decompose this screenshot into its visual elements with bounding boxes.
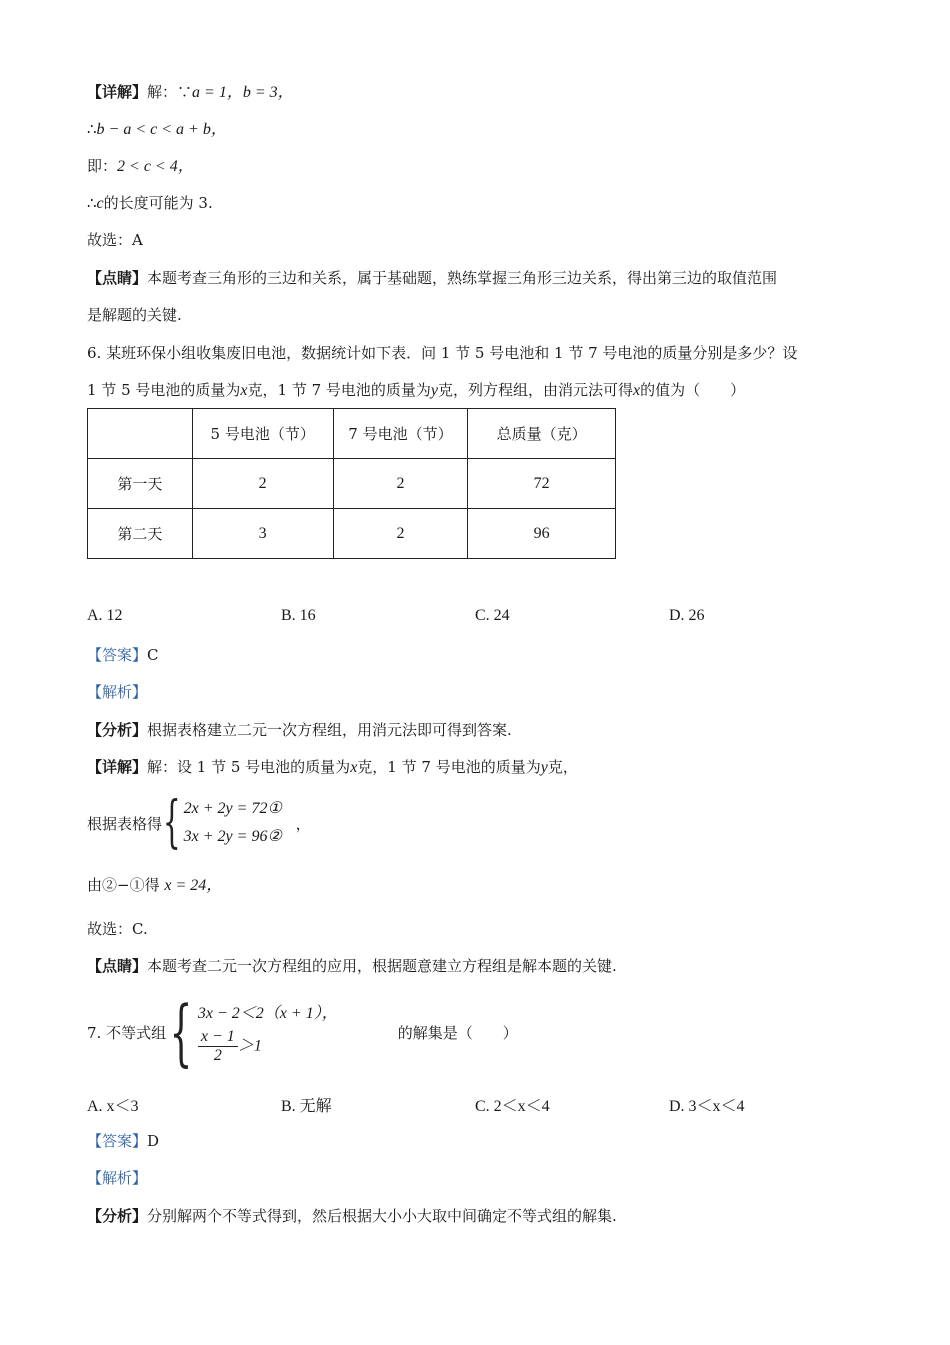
equation-system xyxy=(87,790,311,855)
detail-line: 【详解】解：设 1 节 5 号电池的质量为x克，1 节 7 号电池的质量为y克， xyxy=(87,758,578,776)
answer-tag: 【答案】 xyxy=(87,1132,148,1150)
table-cell: 2 xyxy=(333,509,468,559)
analysis-tag: 【解析】 xyxy=(87,683,148,701)
detail-line-2: ∴b − a < c < a + b， xyxy=(87,120,227,138)
point-line-1: 【点睛】本题考查三角形的三边和关系，属于基础题，熟练掌握三角形三边关系，得出第三边的取值范围 xyxy=(87,269,778,287)
table-cell: 第一天 xyxy=(88,459,193,509)
table-header-row xyxy=(88,409,616,459)
option-b: B. 16 xyxy=(281,607,316,624)
derive-line: 由②−①得 x = 24， xyxy=(87,876,223,894)
option-d: D. 3＜x＜4 xyxy=(669,1098,745,1115)
option-a: A. x＜3 xyxy=(87,1098,139,1115)
brace-icon: { xyxy=(169,990,193,1074)
option-c: C. 2＜x＜4 xyxy=(475,1098,550,1115)
answer-line: 【答案】C xyxy=(87,646,159,664)
detail-line-4: ∴c的长度可能为 3. xyxy=(87,194,213,212)
table-header-cell xyxy=(88,409,193,459)
question-7-suffix: 的解集是（ ） xyxy=(397,1023,518,1042)
choice-line: 故选：A xyxy=(87,231,143,249)
fenxi-tag: 【分析】 xyxy=(87,721,148,739)
table-row xyxy=(88,509,616,559)
question-6-options xyxy=(87,607,867,625)
detail-line-3: 即：2 < c < 4， xyxy=(87,157,194,175)
table-header-cell: 总质量（克） xyxy=(468,409,616,459)
battery-table xyxy=(87,408,616,559)
brace-icon: { xyxy=(162,790,181,855)
table-cell: 72 xyxy=(468,459,616,509)
question-7-prefix: 7. 不等式组 xyxy=(87,1023,167,1042)
answer-line: 【答案】D xyxy=(87,1132,160,1150)
table-cell: 2 xyxy=(333,459,468,509)
question-6-line-1: 6. 某班环保小组收集废旧电池，数据统计如下表．问 1 节 5 号电池和 1 节 7 号电池的质量分别是多少？设 xyxy=(87,344,798,362)
fraction: $\frac{x - 1}{2}$ xyxy=(198,1028,238,1065)
table-cell: 第二天 xyxy=(88,509,193,559)
choose-line: 故选：C. xyxy=(87,920,148,938)
equation-list xyxy=(184,795,282,851)
table-row xyxy=(88,459,616,509)
detail-tag: 【详解】 xyxy=(87,758,148,776)
equation-suffix: ， xyxy=(295,814,311,833)
analysis-line xyxy=(87,1167,147,1189)
table-cell: 96 xyxy=(468,509,616,559)
option-d: D. 26 xyxy=(669,607,705,624)
equation-1: 2x + 2y = 72① xyxy=(183,800,282,817)
question-6-line-2: 1 节 5 号电池的质量为x克，1 节 7 号电池的质量为y克，列方程组，由消元法可得x的值为（ ） xyxy=(87,381,746,399)
option-c: C. 24 xyxy=(475,607,510,624)
analysis-line xyxy=(87,681,147,703)
table-header-cell: 5 号电池（节） xyxy=(192,409,333,459)
answer-tag: 【答案】 xyxy=(87,646,148,664)
point-tag: 【点睛】 xyxy=(87,269,148,287)
question-7 xyxy=(87,990,518,1074)
point-line: 【点睛】本题考查二元一次方程组的应用，根据题意建立方程组是解本题的关键. xyxy=(87,957,617,975)
inequality-list xyxy=(198,1000,338,1065)
table-cell: 3 xyxy=(192,509,333,559)
fenxi-line: 【分析】分别解两个不等式得到，然后根据大小小大取中间确定不等式组的解集. xyxy=(87,1207,617,1225)
detail-line-1: 【详解】解：∵a = 1，b = 3， xyxy=(87,83,294,101)
fenxi-line: 【分析】根据表格建立二元一次方程组，用消元法即可得到答案. xyxy=(87,721,512,739)
equation-2: 3x + 2y = 96② xyxy=(183,828,282,845)
equation-prefix: 根据表格得 xyxy=(87,814,163,833)
point-tag: 【点睛】 xyxy=(87,957,148,975)
point-line-2: 是解题的关键. xyxy=(87,306,182,324)
inequality-1: 3x − 2＜2（x + 1）， xyxy=(197,1004,338,1022)
table-cell: 2 xyxy=(192,459,333,509)
detail-tag: 【详解】 xyxy=(87,83,148,101)
inequality-2: $\frac{x - 1}{2}$ ＞1 xyxy=(198,1028,338,1065)
table-header-cell: 7 号电池（节） xyxy=(333,409,468,459)
option-a: A. 12 xyxy=(87,607,123,624)
analysis-tag: 【解析】 xyxy=(87,1169,148,1187)
fenxi-tag: 【分析】 xyxy=(87,1207,148,1225)
question-7-options xyxy=(87,1093,867,1116)
option-b: B. 无解 xyxy=(281,1098,332,1115)
